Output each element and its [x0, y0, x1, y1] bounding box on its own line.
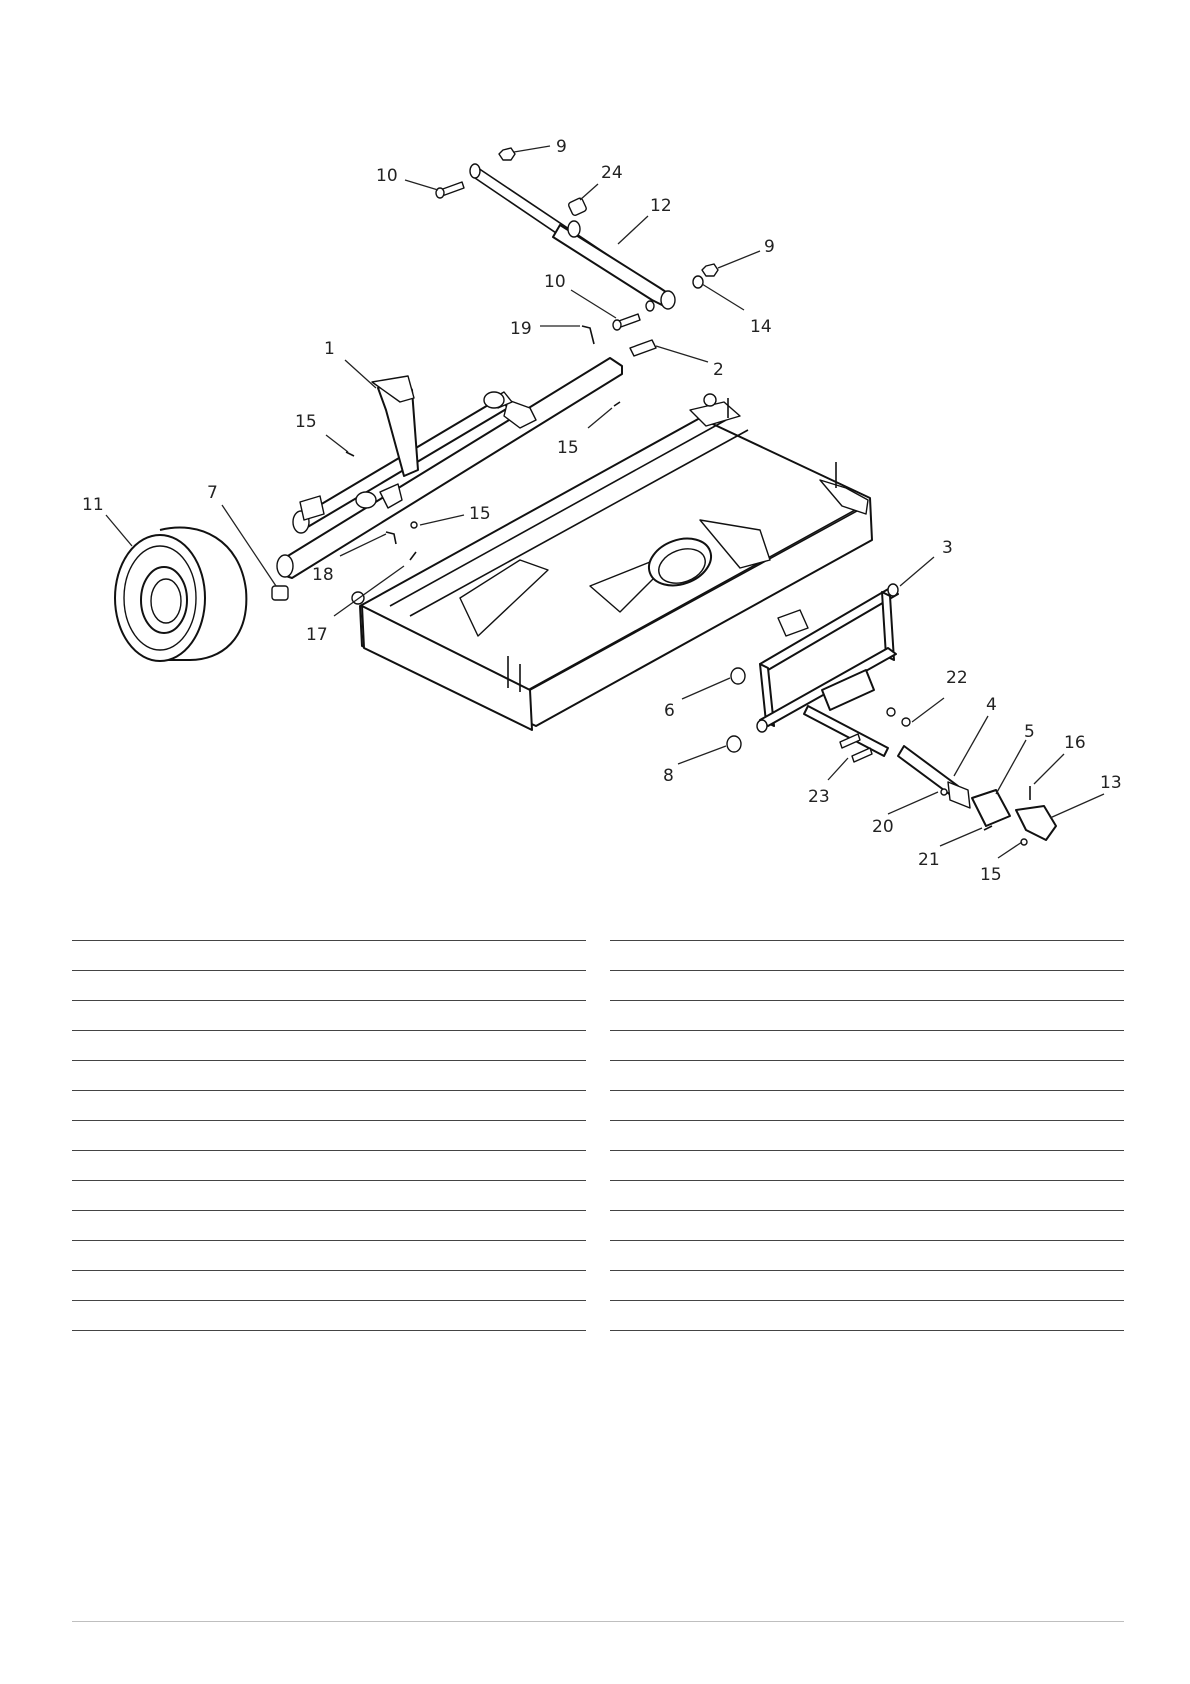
callout-3: 3	[942, 538, 953, 558]
nut-9-right	[702, 264, 718, 276]
table-row	[72, 1030, 586, 1060]
footer-divider	[72, 1621, 1124, 1622]
table-row	[72, 1120, 586, 1150]
table-row	[610, 1180, 1124, 1210]
nut-9-upper	[499, 148, 515, 160]
table-row	[72, 1300, 586, 1331]
bolt-20	[941, 789, 947, 795]
table-row	[72, 1240, 586, 1270]
table-row	[72, 1150, 586, 1180]
bolt-10-upper	[436, 182, 464, 198]
table-row	[610, 1150, 1124, 1180]
plug-6	[731, 668, 745, 684]
nut-22	[887, 708, 910, 726]
callout-19: 19	[510, 319, 532, 339]
bracket-5	[972, 790, 1010, 826]
callout-15-right: 15	[980, 865, 1002, 885]
pin-17	[410, 552, 416, 560]
small-bolt-15-axle	[411, 522, 417, 528]
callout-10-top: 10	[376, 166, 398, 186]
table-row	[610, 1090, 1124, 1120]
table-row	[72, 1210, 586, 1240]
shaft-4	[898, 746, 970, 808]
callout-21: 21	[918, 850, 940, 870]
table-row	[610, 1270, 1124, 1300]
table-row	[610, 1000, 1124, 1030]
small-bolt-15-mid	[614, 402, 620, 406]
rear-frame-3	[757, 584, 898, 756]
callout-15-left: 15	[295, 412, 317, 432]
callout-16: 16	[1064, 733, 1086, 753]
callout-22: 22	[946, 668, 968, 688]
small-bolt-15-left	[346, 452, 354, 456]
table-row	[610, 1030, 1124, 1060]
callout-6: 6	[664, 701, 675, 721]
callout-18: 18	[312, 565, 334, 585]
parts-table-left	[72, 940, 586, 1331]
callout-15-mid: 15	[557, 438, 579, 458]
table-row	[72, 970, 586, 1000]
bush-24	[568, 197, 588, 216]
callout-12: 12	[650, 196, 672, 216]
table-row	[610, 940, 1124, 970]
table-row	[72, 1270, 586, 1300]
cap-7	[272, 586, 288, 600]
table-row	[610, 1240, 1124, 1270]
callout-20: 20	[872, 817, 894, 837]
table-row	[610, 1060, 1124, 1090]
callout-5: 5	[1024, 722, 1035, 742]
table-row	[610, 1300, 1124, 1331]
table-row	[72, 1060, 586, 1090]
wheel-11	[115, 528, 246, 662]
table-row	[72, 1180, 586, 1210]
pin-2	[630, 340, 656, 356]
callout-9-top: 9	[556, 137, 567, 157]
table-row	[72, 1000, 586, 1030]
table-row	[610, 1210, 1124, 1240]
callout-14: 14	[750, 317, 772, 337]
clevis-13	[1016, 806, 1056, 840]
callout-1: 1	[324, 339, 335, 359]
callout-24: 24	[601, 163, 623, 183]
pin-19	[582, 326, 594, 344]
callout-11: 11	[82, 495, 104, 515]
callout-15-axle: 15	[469, 504, 491, 524]
callout-9-right: 9	[764, 237, 775, 257]
table-row	[610, 1120, 1124, 1150]
top-link-bar	[470, 164, 675, 309]
callout-2: 2	[713, 360, 724, 380]
pin-18	[386, 532, 396, 544]
callout-4: 4	[986, 695, 997, 715]
callout-8: 8	[663, 766, 674, 786]
table-row	[72, 940, 586, 970]
callout-23: 23	[808, 787, 830, 807]
parts-table-right	[610, 940, 1124, 1331]
callout-7: 7	[207, 483, 218, 503]
table-row	[72, 1090, 586, 1120]
callout-13: 13	[1100, 773, 1122, 793]
table-row	[610, 970, 1124, 1000]
bolt-10-lower	[613, 301, 654, 330]
callout-17: 17	[306, 625, 328, 645]
plug-8	[727, 736, 741, 752]
washer-14	[693, 276, 703, 288]
callout-10-mid: 10	[544, 272, 566, 292]
